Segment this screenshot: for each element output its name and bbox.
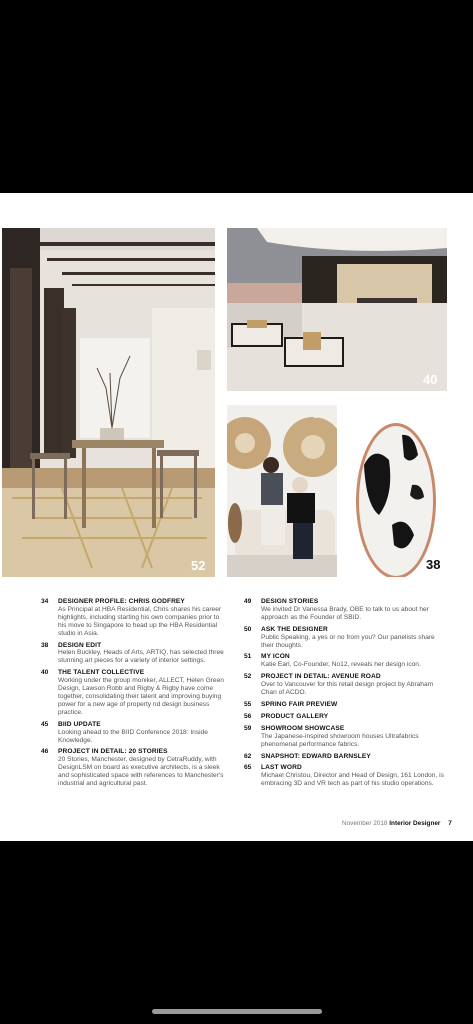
entry-title: SPRING FAIR PREVIEW — [261, 700, 338, 708]
contents-left-column — [41, 598, 227, 792]
entry-description: Katie Earl, Co-Founder, No12, reveals her design icon. — [261, 661, 421, 669]
contents-entry[interactable] — [244, 725, 444, 749]
entry-page-number: 52 — [244, 673, 252, 681]
entry-page-number: 51 — [244, 653, 252, 661]
entry-title: SNAPSHOT: EDWARD BARNSLEY — [261, 752, 371, 760]
contents-entry[interactable] — [41, 598, 227, 638]
entry-page-number: 56 — [244, 712, 252, 720]
entry-title: BIID UPDATE — [58, 720, 101, 728]
entry-page-number: 34 — [41, 598, 49, 605]
home-indicator[interactable] — [152, 1009, 322, 1014]
entry-page-number: 45 — [41, 720, 49, 728]
contents-entry[interactable] — [244, 673, 444, 697]
entry-description: Over to Vancouver for this retail design project by Abraham Chan of ACDO. — [261, 681, 434, 697]
entry-page-number: 38 — [41, 641, 49, 649]
artwork-photo — [344, 405, 447, 577]
entry-title: PROJECT IN DETAIL: 20 STORIES — [58, 748, 168, 756]
entry-description: Looking ahead to the BIID Conference 2018: Inside Knowledge. — [58, 728, 208, 744]
entry-page-number: 65 — [244, 764, 252, 772]
artwork-photo-page-number: 38 — [426, 557, 441, 572]
entry-description: We invited Dr Vanessa Brady, OBE to talk to us about her approach as the Founder of SBID. — [261, 605, 429, 621]
entry-page-number: 50 — [244, 625, 252, 633]
contents-entry[interactable] — [41, 748, 227, 788]
entry-page-number: 49 — [244, 598, 252, 605]
entry-title: DESIGNER PROFILE: CHRIS GODFREY — [58, 598, 185, 605]
contents-entry[interactable] — [41, 721, 227, 745]
terrace-photo — [227, 228, 447, 391]
contents-entry[interactable] — [244, 598, 444, 622]
contents-entry[interactable] — [244, 753, 444, 761]
contents-entry[interactable] — [244, 713, 444, 721]
entry-title: THE TALENT COLLECTIVE — [58, 669, 145, 677]
entry-title: DESIGN STORIES — [261, 598, 319, 605]
dining-photo-page-number: 52 — [191, 558, 206, 573]
entry-title: LAST WORD — [261, 764, 302, 772]
top-black-bar — [0, 0, 473, 193]
entry-description: Michael Christou, Director and Head of Design, 161 London, is embracing 3D and VR tech as part of his studio operations. — [261, 772, 444, 788]
entry-description: 20 Stories, Manchester, designed by CetraRuddy, with DesignLSM on board as executive architects, is a sleek and sophisticated space with references to Manchester's industrial and agricultural past. — [58, 756, 224, 788]
entry-description: As Principal at HBA Residential, Chris shares his career highlights, including starting his own companies prior to his move to Singapore to head up the HBA Residential studio in Asia. — [58, 605, 222, 637]
entry-page-number: 40 — [41, 669, 49, 677]
entry-description: The Japanese-inspired showroom houses Ultrafabrics phenomenal performance fabrics. — [261, 732, 419, 748]
entry-description: Working under the group moniker, ALLECT, Helen Green Design, Lawson Robb and Rigby & Rigby have come together, consolidating their talent and improving buying power for a new age of property nd design business practice. — [58, 677, 224, 716]
entry-title: ASK THE DESIGNER — [261, 625, 328, 633]
footer-page-number: 7 — [448, 820, 452, 827]
entry-title: DESIGN EDIT — [58, 641, 102, 649]
contents-entry[interactable] — [41, 642, 227, 666]
page-footer — [342, 820, 452, 827]
entry-description: Helen Buckley, Heads of Arts, ARTIQ, has selected three stunning art pieces for a variety of interior settings. — [58, 649, 224, 665]
contents-entry[interactable] — [41, 669, 227, 716]
contents-entry[interactable] — [244, 653, 444, 669]
portrait-photo-page-number: 52 — [313, 409, 326, 421]
entry-page-number: 62 — [244, 752, 252, 760]
entry-page-number: 55 — [244, 700, 252, 708]
terrace-photo-page-number: 40 — [423, 372, 438, 387]
entry-title: PRODUCT GALLERY — [261, 712, 329, 720]
contents-entry[interactable] — [244, 764, 444, 788]
entry-description: Public Speaking, a yes or no from you? Our panelists share their thoughts. — [261, 633, 435, 649]
contents-entry[interactable] — [244, 626, 444, 650]
entry-page-number: 59 — [244, 724, 252, 732]
entry-page-number: 46 — [41, 748, 49, 756]
contents-entry[interactable] — [244, 701, 444, 709]
designers-portrait-photo — [227, 405, 337, 577]
bottom-black-bar — [0, 841, 473, 1024]
entry-title: PROJECT IN DETAIL: AVENUE ROAD — [261, 673, 381, 681]
entry-title: SHOWROOM SHOWCASE — [261, 724, 345, 732]
footer-date: November 2018 — [342, 820, 388, 827]
magazine-page — [0, 193, 473, 841]
entry-title: MY ICON — [261, 653, 290, 661]
contents-right-column — [244, 598, 444, 792]
dining-room-photo — [2, 228, 215, 577]
footer-magazine-name: Interior Designer — [389, 820, 441, 827]
